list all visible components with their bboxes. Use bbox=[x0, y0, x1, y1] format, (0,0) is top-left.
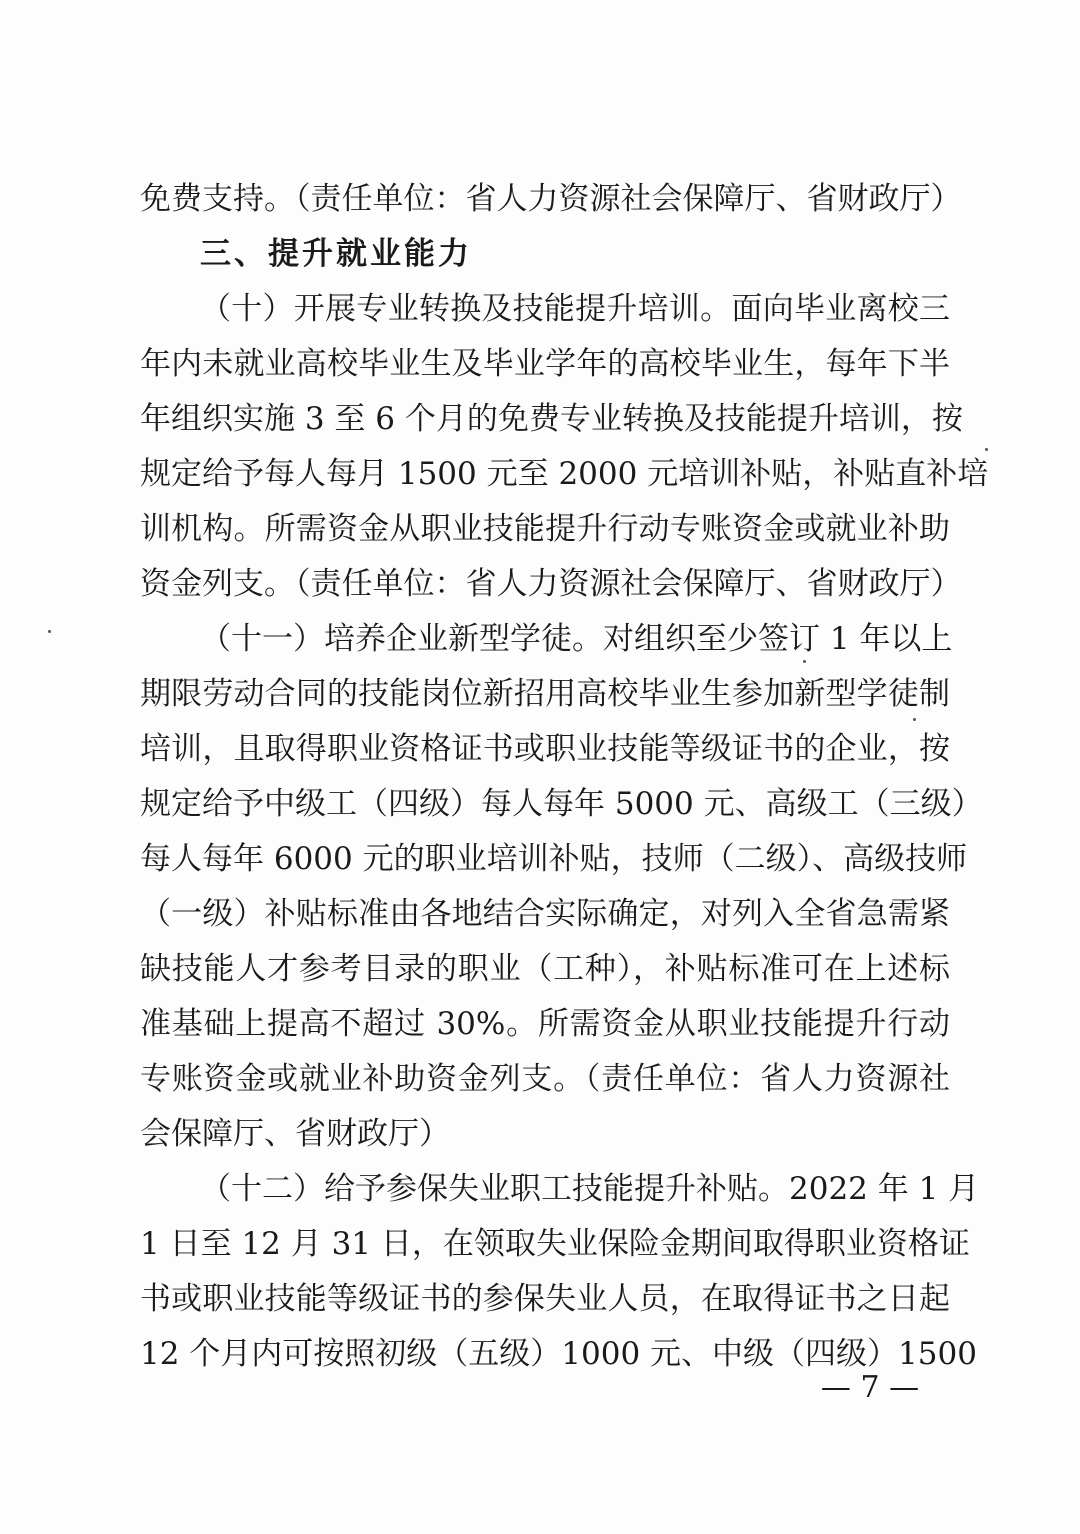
paragraph-11-line-6: （一级）补贴标准由各地结合实际确定，对列入全省急需紧 bbox=[140, 896, 950, 932]
paragraph-11-line-7: 缺技能人才参考目录的职业（工种），补贴标准可在上述标 bbox=[140, 951, 950, 987]
paragraph-11-line-1: （十一）培养企业新型学徒。对组织至少签订 1 年以上 bbox=[200, 621, 953, 657]
paragraph-11-line-9: 专账资金或就业补助资金列支。（责任单位：省人力资源社 bbox=[140, 1061, 950, 1097]
paragraph-10-line-3: 年组织实施 3 至 6 个月的免费专业转换及技能提升培训，按 bbox=[140, 401, 963, 437]
scan-speck bbox=[48, 630, 51, 633]
paragraph-10-line-5: 训机构。所需资金从职业技能提升行动专账资金或就业补助 bbox=[140, 511, 950, 547]
page-number: — 7 — bbox=[820, 1370, 920, 1405]
scan-speck bbox=[913, 718, 916, 721]
paragraph-10-line-4: 规定给予每人每月 1500 元至 2000 元培训补贴，补贴直补培 bbox=[140, 456, 989, 492]
section-heading: 三、提升就业能力 bbox=[200, 236, 472, 272]
paragraph-12-line-2: 1 日至 12 月 31 日，在领取失业保险金期间取得职业资格证 bbox=[140, 1226, 970, 1262]
scan-speck bbox=[985, 448, 988, 451]
paragraph-11-line-3: 培训，且取得职业资格证书或职业技能等级证书的企业，按 bbox=[140, 731, 950, 767]
scan-speck bbox=[803, 660, 806, 663]
paragraph-12-line-1: （十二）给予参保失业职工技能提升补贴。2022 年 1 月 bbox=[200, 1171, 980, 1207]
paragraph-11-line-5: 每人每年 6000 元的职业培训补贴，技师（二级）、高级技师 bbox=[140, 841, 968, 877]
paragraph-10-line-1: （十）开展专业转换及技能提升培训。面向毕业离校三 bbox=[200, 291, 950, 327]
paragraph-11-line-10: 会保障厅、省财政厅） bbox=[140, 1116, 450, 1152]
paragraph-10-line-2: 年内未就业高校毕业生及毕业学年的高校毕业生，每年下半 bbox=[140, 346, 950, 382]
text-line-1: 免费支持。（责任单位：省人力资源社会保障厅、省财政厅） bbox=[140, 181, 962, 217]
paragraph-10-line-6: 资金列支。（责任单位：省人力资源社会保障厅、省财政厅） bbox=[140, 566, 962, 602]
paragraph-11-line-4: 规定给予中级工（四级）每人每年 5000 元、高级工（三级） bbox=[140, 786, 983, 822]
paragraph-11-line-2: 期限劳动合同的技能岗位新招用高校毕业生参加新型学徒制 bbox=[140, 676, 950, 712]
paragraph-12-line-4: 12 个月内可按照初级（五级）1000 元、中级（四级）1500 bbox=[140, 1336, 977, 1372]
paragraph-12-line-3: 书或职业技能等级证书的参保失业人员，在取得证书之日起 bbox=[140, 1281, 950, 1317]
paragraph-11-line-8: 准基础上提高不超过 30%。所需资金从职业技能提升行动 bbox=[140, 1006, 950, 1042]
